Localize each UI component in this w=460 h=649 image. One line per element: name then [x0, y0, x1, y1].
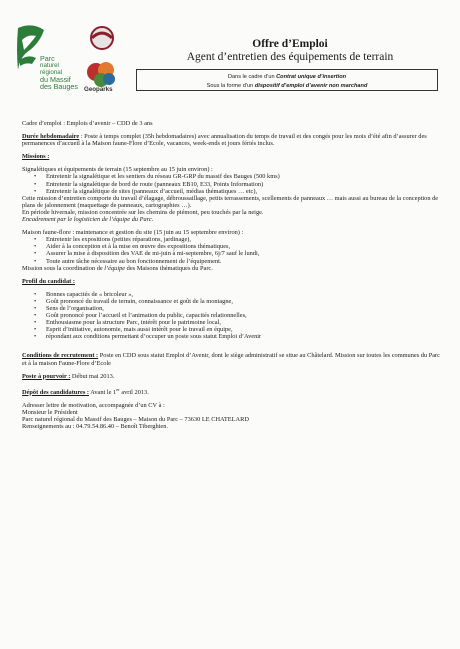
- list-item: • Esprit d’initiative, autonomie, mais aussi intérêt pour le travail en équipe,: [40, 326, 440, 333]
- list-item: • Goût prononcé du travail de terrain, connaissance et goût de la montagne,: [40, 298, 440, 305]
- page-subtitle: Agent d’entretien des équipements de terrain: [186, 51, 394, 63]
- missions-heading: Missions :: [22, 153, 50, 161]
- profil-list: [22, 291, 440, 341]
- profil-heading: Profil du candidat :: [22, 277, 75, 285]
- list-item: • Enthousiasme pour la structure Parc, intérêt pour le patrimoine local,: [40, 319, 440, 326]
- signaletique-paragraph: Cette mission d’entretien comporte du travail d’élagage, débroussaillage, petits terrassements, scellements de panneaux … mais aussi au bureau de la conception de plans de jalonnement (maquettage de panneaux, cartographies …).: [22, 194, 439, 209]
- page-title: Offre d’Emploi: [252, 38, 328, 50]
- parc-logo-text: Parc naturel régional du Massif des Bauges: [40, 54, 78, 91]
- maison-title: Maison faune-flore : maintenance et gestion du site (15 juin au 15 septembre environ) :: [22, 229, 244, 237]
- coordination-text: Mission sous la coordination de l’équipe des Maisons thématiques du Parc.: [22, 264, 213, 272]
- signaletique-title: Signalétiques et équipements de terrain (15 septembre au 15 juin environ) :: [22, 166, 213, 174]
- duree-paragraph: Durée hebdomadaire : Poste à temps complet (35h hebdomadaires) avec annualisation du temps de travail et des congés pour les mois d’été afin d’assurer des permanences d’accueil à la Maison faune-Flore d’Ecole, vacances, week-ends et jours fériés inclus.: [22, 133, 427, 148]
- list-item: • Sens de l’organisation,: [40, 305, 440, 312]
- depot-paragraph: Dépôt des candidatures : Avant le 1er avril 2013.: [22, 386, 149, 396]
- conditions-paragraph: Conditions de recrutement : Poste en CDD sous statut Emploi d’Avenir, dont le siège administratif se situe au Châtelard. Mission sur toutes les communes du Parc et à la maison Faune-Flore d’Ecole: [22, 352, 440, 367]
- president-text: Monsieur le Président: [22, 409, 78, 417]
- signaletique-list: [22, 173, 440, 194]
- list-item: • Aider à la conception et à la mise en œuvre des expositions thématiques,: [40, 243, 440, 250]
- maison-list: [22, 236, 440, 264]
- list-item: • répondant aux conditions permettant d’occuper un poste sous statut Emploi d’Avenir: [40, 333, 440, 340]
- list-item: • Entretenir la signalétique de sites (panneaux d’accueil, médias thématiques … etc),: [40, 188, 440, 195]
- geoparks-label: Geoparks: [84, 86, 113, 93]
- adresse-text: Parc naturel régional du Massif des Bauges – Maison du Parc – 73630 LE CHATELARD: [22, 416, 249, 424]
- adresser-text: Adresser lettre de motivation, accompagnée d’un CV à :: [22, 401, 165, 409]
- renseignements-text: Renseignements au : 04.79.54.86.40 – Benoît Tiberghien.: [22, 423, 168, 431]
- hivernale-text: En période hivernale, mission concentrée sur les chemins de piémont, peu touchés par la neige.: [22, 208, 264, 216]
- list-item: • Toute autre tâche nécessaire au bon fonctionnement de l’équipement.: [40, 258, 440, 265]
- pourvoir-paragraph: Poste à pourvoir : Début mai 2013.: [22, 372, 115, 380]
- encadrement-text: Encadrement par le logisticien de l’équipe du Parc.: [22, 216, 154, 224]
- contract-box: Dans le cadre d’un Contrat unique d’insertion Sous la forme d’un dispositif d’emploi d’avenir non marchand: [136, 69, 438, 91]
- list-item: • Goût prononcé pour l’accueil et l’animation du public, capacités relationnelles,: [40, 312, 440, 319]
- list-item: • Assurer la mise à disposition des VAE de mi-juin à mi-septembre, 6j/7 sauf le lundi,: [40, 250, 440, 257]
- list-item: • Entretenir la signalétique de bord de route (panneaux EB10, E33, Points Information): [40, 181, 440, 188]
- offer-body: [22, 120, 440, 430]
- list-item: • Bonnes capacités de « bricoleur »,: [40, 291, 440, 298]
- cadre-emploi: Cadre d’emploi : Emplois d’avenir – CDD de 3 ans: [22, 120, 153, 127]
- list-item: • Entretenir la signalétique et les sentiers du réseau GR-GRP du massif des Bauges (500 kms): [40, 173, 440, 180]
- list-item: • Entretenir les expositions (petites réparations, jardinage),: [40, 236, 440, 243]
